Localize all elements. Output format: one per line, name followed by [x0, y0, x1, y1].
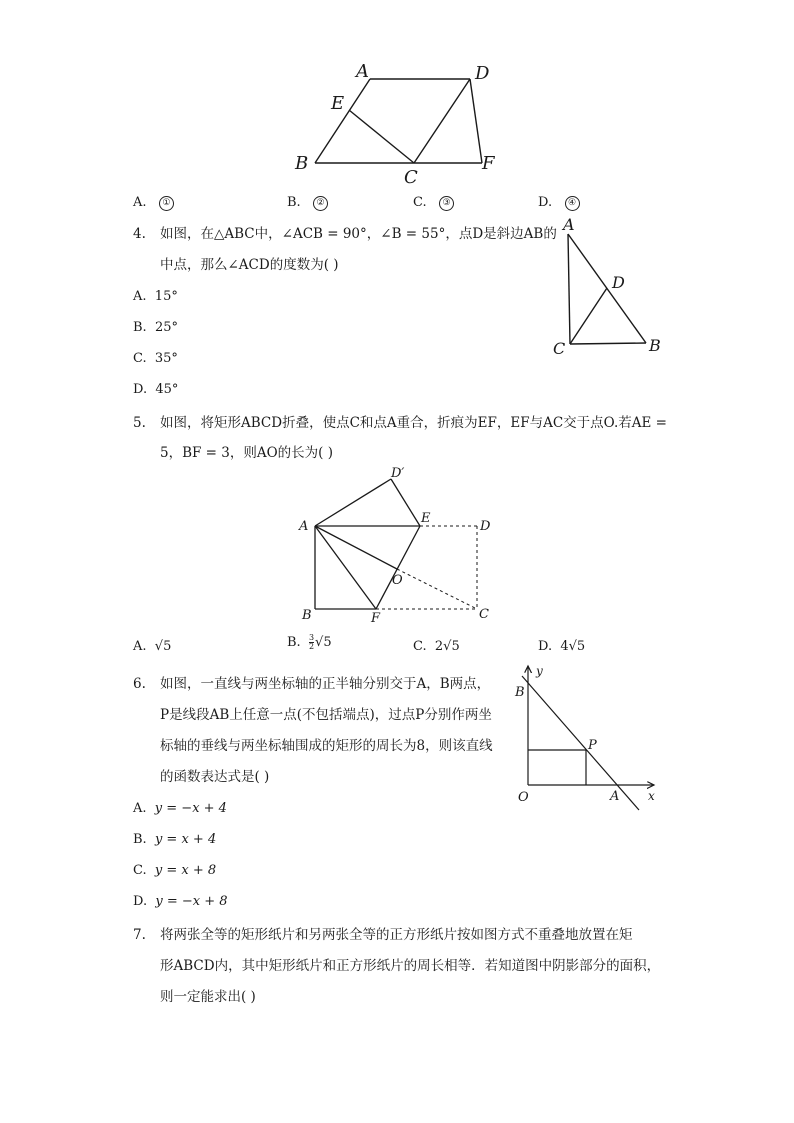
label-B: B [515, 685, 525, 700]
q6-option-c[interactable]: C. y = x + 8 [133, 863, 217, 878]
edge-DC [414, 79, 470, 163]
label-D-prime: D′ [391, 466, 405, 481]
q4-option-b[interactable]: B. 25° [133, 320, 178, 335]
edge-DF [470, 79, 482, 163]
label-B: B [302, 608, 312, 623]
label-D: D [612, 273, 625, 292]
q4-stem-line2: 中点，那么∠ACD的度数为( ) [160, 257, 339, 273]
label-D: D [475, 63, 490, 84]
label-C: C [479, 607, 489, 622]
option-value: 35° [154, 351, 178, 366]
edge-EF [376, 526, 420, 609]
q7-stem-line2: 形ABCD内，其中矩形纸片和正方形纸片的周长相等．若知道图中阴影部分的面积， [160, 958, 661, 974]
edge-AD-prime [315, 479, 391, 526]
label-C: C [404, 167, 418, 188]
edge-D-prime-E [391, 479, 420, 526]
q3-option-b[interactable]: B. ② [287, 194, 328, 212]
label-A: A [356, 61, 369, 82]
q6-option-a[interactable]: A. y = −x + 4 [133, 801, 227, 816]
q3-option-d[interactable]: D. ④ [538, 194, 580, 212]
q4-number: 4. [133, 226, 146, 242]
edge-AO [315, 526, 397, 569]
q5-option-d[interactable]: D. 4√5 [538, 639, 586, 654]
q6-option-d[interactable]: D. y = −x + 8 [133, 894, 228, 909]
q5-option-c[interactable]: C. 2√5 [413, 639, 460, 654]
label-C: C [553, 339, 566, 358]
q3-option-c[interactable]: C. ③ [413, 194, 454, 212]
label-E: E [331, 93, 345, 114]
edge-CB [570, 343, 646, 344]
q6-option-b[interactable]: B. y = x + 4 [133, 832, 217, 847]
label-x: x [648, 789, 655, 803]
label-P: P [588, 738, 597, 753]
figure-coordinate-line [508, 660, 664, 818]
option-value: 2√5 [434, 639, 460, 654]
label-D: D [480, 519, 491, 534]
label-A: A [563, 215, 575, 234]
option-value: y = −x + 8 [155, 894, 228, 909]
edge-EC [349, 110, 414, 163]
option-value: ④ [565, 196, 580, 211]
fraction: $\frac{3}{2}$ [308, 633, 315, 651]
q4-stem-line1: 如图，在△ABC中，∠ACB = 90°，∠B = 55°，点D是斜边AB的 [160, 226, 557, 242]
option-value: ③ [439, 196, 454, 211]
edge-OC-dashed [397, 569, 477, 609]
option-value: y = x + 4 [154, 832, 217, 847]
figure-quadrilateral [280, 55, 510, 190]
label-A: A [299, 519, 309, 534]
q5-option-a[interactable]: A. √5 [133, 639, 172, 654]
label-y: y [536, 664, 543, 678]
q5-stem-line2: 5，BF = 3，则AO的长为( ) [160, 445, 334, 461]
q5-number: 5. [133, 415, 146, 431]
option-value: y = x + 8 [154, 863, 217, 878]
label-E: E [421, 511, 431, 526]
label-F: F [482, 153, 495, 174]
option-value: ① [159, 196, 174, 211]
q5-option-b[interactable]: B. $\frac{3}{2}$ √5 [287, 633, 332, 651]
q4-option-a[interactable]: A. 15° [133, 289, 178, 304]
q6-stem-line2: P是线段AB上任意一点(不包括端点)，过点P分别作两坐 [160, 707, 492, 723]
option-value: 25° [154, 320, 178, 335]
label-F: F [371, 611, 381, 626]
q7-stem-line1: 将两张全等的矩形纸片和另两张全等的正方形纸片按如图方式不重叠地放置在矩 [160, 927, 633, 943]
figure-triangle-abc [548, 212, 670, 360]
q5-stem-line1: 如图，将矩形ABCD折叠，使点C和点A重合，折痕为EF，EF与AC交于点O.若AE = [160, 415, 667, 431]
option-value: y = −x + 4 [154, 801, 227, 816]
line-AB [522, 676, 639, 810]
q4-option-d[interactable]: D. 45° [133, 382, 179, 397]
option-value: 4√5 [560, 639, 586, 654]
edge-CD [570, 288, 607, 344]
label-O: O [518, 790, 529, 805]
option-value: ② [313, 196, 328, 211]
q6-stem-line4: 的函数表达式是( ) [160, 769, 270, 785]
label-B: B [649, 336, 661, 355]
q6-number: 6. [133, 676, 146, 692]
option-value: 15° [154, 289, 178, 304]
edge-AF [315, 526, 376, 609]
q4-option-c[interactable]: C. 35° [133, 351, 178, 366]
label-O: O [392, 573, 403, 588]
label-B: B [295, 153, 309, 174]
q6-stem-line3: 标轴的垂线与两坐标轴围成的矩形的周长为8，则该直线 [160, 738, 493, 754]
q3-option-a[interactable]: A. ① [133, 194, 174, 212]
figure-folded-rectangle [292, 460, 502, 628]
option-value: 45° [155, 382, 179, 397]
q6-stem-line1: 如图，一直线与两坐标轴的正半轴分别交于A，B两点， [160, 676, 491, 692]
q7-stem-line3: 则一定能求出( ) [160, 989, 256, 1005]
edge-AC [568, 234, 570, 344]
label-A: A [610, 789, 620, 804]
option-value: √5 [315, 635, 332, 650]
q7-number: 7. [133, 927, 146, 943]
option-value: √5 [154, 639, 172, 654]
